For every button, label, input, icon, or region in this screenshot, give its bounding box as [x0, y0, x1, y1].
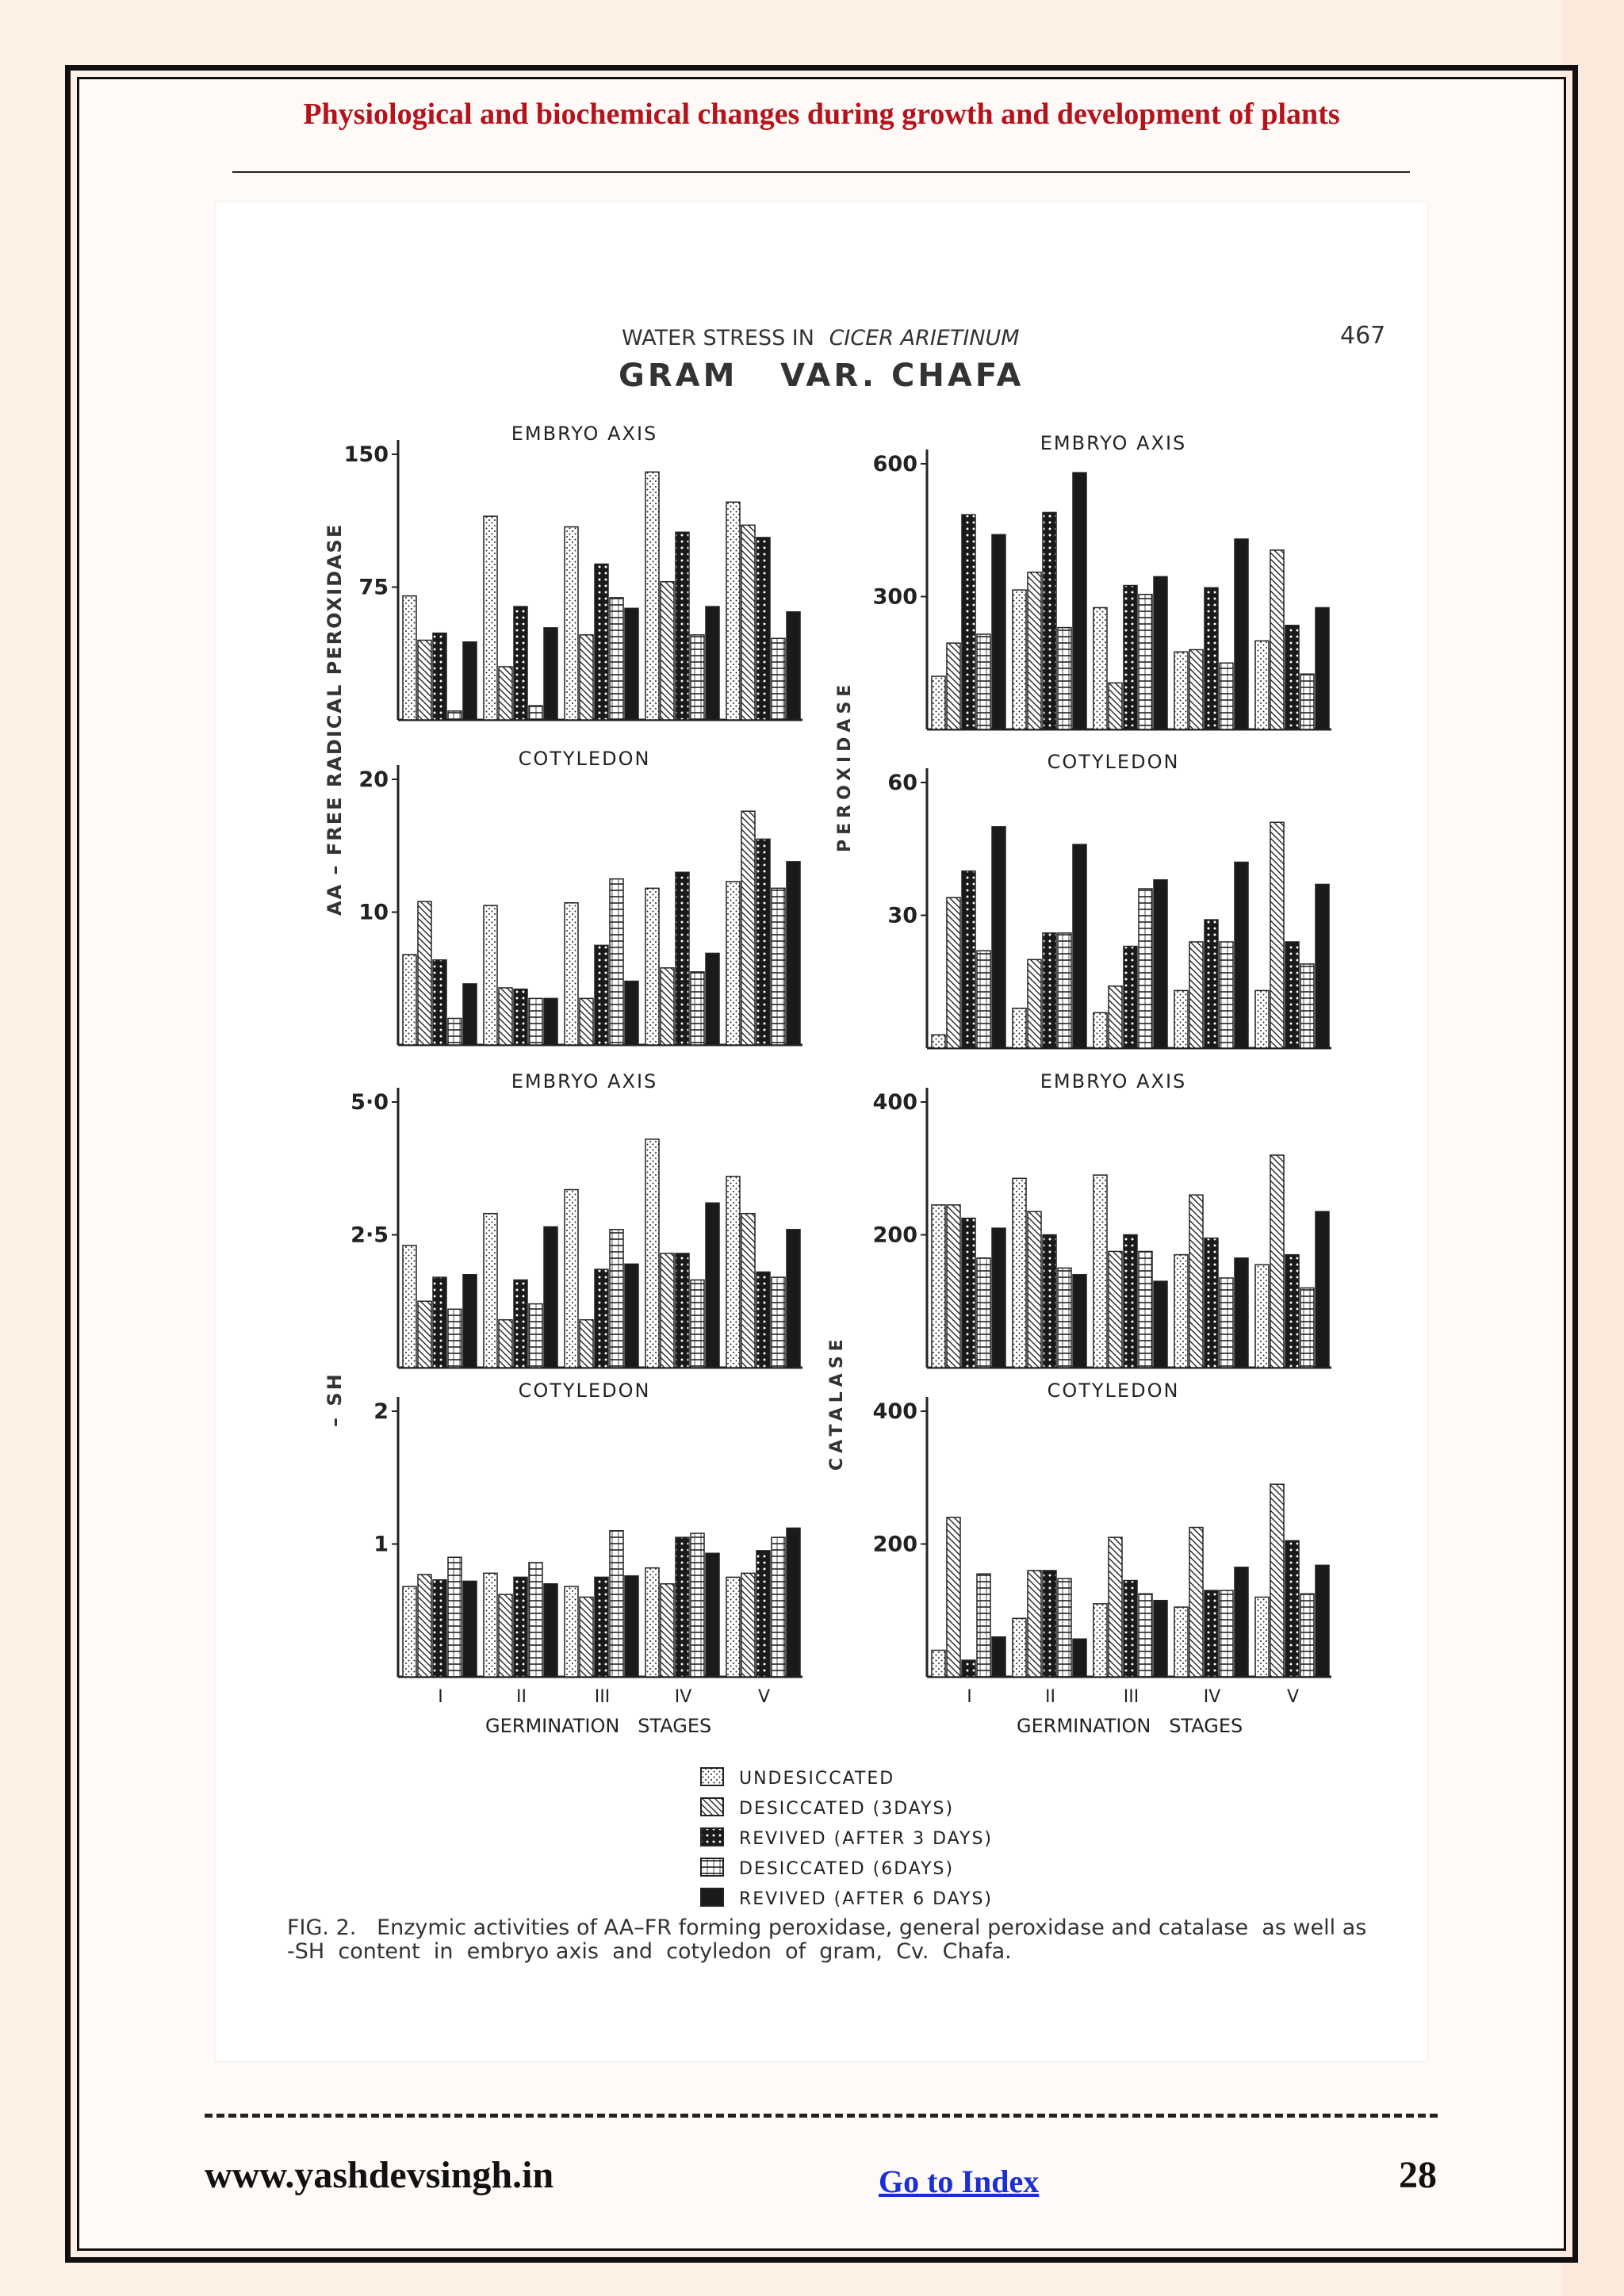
bar-desiccated-6days- [1220, 1590, 1233, 1677]
x-tick-label: V [757, 1687, 771, 1707]
chart-panel-5 [873, 1070, 1331, 1368]
bar-undesiccated [484, 1214, 497, 1368]
legend-label: REVIVED (AFTER 3 DAYS) [739, 1829, 993, 1849]
bar-revived-after-3-days- [1285, 942, 1299, 1048]
bar-revived-after-6-days- [787, 1528, 800, 1677]
y-tick-label: 60 [887, 771, 917, 795]
bar-undesiccated [1094, 1604, 1107, 1677]
bar-desiccated-3days- [580, 1320, 593, 1368]
bar-revived-after-6-days- [1316, 1211, 1329, 1368]
bar-desiccated-3days- [1109, 1537, 1122, 1677]
chart-panel-0 [344, 423, 802, 720]
bar-revived-after-3-days- [1205, 1590, 1218, 1677]
bar-desiccated-3days- [499, 1594, 512, 1677]
bar-desiccated-6days- [772, 1277, 785, 1368]
bar-revived-after-6-days- [625, 608, 638, 720]
xlabel-left: GERMINATION STAGES [485, 1715, 712, 1737]
bar-revived-after-3-days- [962, 1219, 975, 1368]
bar-revived-after-3-days- [756, 1272, 770, 1368]
bar-desiccated-6days- [691, 1533, 704, 1677]
bar-revived-after-3-days- [1124, 586, 1137, 729]
bar-revived-after-3-days- [1205, 587, 1218, 729]
bar-undesiccated [1174, 990, 1188, 1048]
bar-revived-after-6-days- [1235, 863, 1248, 1049]
bar-desiccated-3days- [580, 1598, 593, 1678]
y-tick-label: 30 [887, 903, 917, 928]
bar-desiccated-3days- [1028, 1211, 1041, 1368]
bar-desiccated-3days- [1189, 1195, 1203, 1368]
bar-revived-after-3-days- [962, 1660, 975, 1677]
bar-revived-after-3-days- [514, 607, 527, 720]
bar-desiccated-6days- [1220, 1278, 1233, 1368]
bar-desiccated-6days- [1058, 933, 1071, 1048]
bar-revived-after-6-days- [544, 1226, 557, 1368]
bar-desiccated-6days- [448, 1557, 462, 1677]
x-tick-label: II [1045, 1687, 1055, 1707]
legend-label: DESICCATED (3DAYS) [739, 1799, 955, 1819]
bar-revived-after-3-days- [595, 1269, 608, 1368]
bar-revived-after-6-days- [706, 1203, 719, 1368]
bar-revived-after-3-days- [1043, 1235, 1056, 1368]
bar-revived-after-6-days- [1073, 1639, 1086, 1677]
bar-undesiccated [403, 1246, 416, 1368]
bar-revived-after-6-days- [1154, 1601, 1167, 1677]
legend-swatch [701, 1828, 723, 1846]
bar-desiccated-3days- [580, 998, 593, 1045]
bar-desiccated-3days- [661, 582, 674, 720]
bar-desiccated-6days- [1139, 1594, 1152, 1677]
bar-desiccated-6days- [977, 634, 990, 729]
page-header-title: Physiological and biochemical changes during growth and development of plants [303, 98, 1340, 131]
bar-revived-after-6-days- [706, 953, 719, 1045]
bar-desiccated-6days- [1139, 595, 1152, 729]
bar-revived-after-3-days- [756, 1551, 770, 1677]
panel-title: COTYLEDON [518, 748, 651, 770]
bar-revived-after-3-days- [1043, 512, 1056, 729]
bar-desiccated-6days- [977, 1258, 990, 1368]
bar-revived-after-3-days- [514, 1280, 527, 1368]
bar-desiccated-6days- [772, 1537, 785, 1677]
bar-desiccated-3days- [741, 1573, 755, 1677]
y-tick-label: 300 [872, 584, 917, 610]
bar-desiccated-6days- [1300, 674, 1314, 729]
bar-desiccated-6days- [529, 706, 542, 720]
bar-revived-after-6-days- [544, 998, 557, 1045]
footer-website: www.yashdevsingh.in [205, 2154, 554, 2196]
chart-panel-1 [873, 432, 1331, 729]
bar-revived-after-6-days- [1154, 880, 1167, 1048]
x-tick-label: I [438, 1687, 443, 1707]
bar-undesiccated [565, 1586, 578, 1677]
figure-title: GRAM VAR. CHAFA [619, 358, 1025, 394]
bar-revived-after-3-days- [1043, 933, 1056, 1048]
panel-title: EMBRYO AXIS [511, 423, 658, 445]
legend-swatch [701, 1768, 723, 1785]
bar-revived-after-3-days- [514, 989, 527, 1045]
bar-desiccated-6days- [1300, 1288, 1314, 1368]
bar-desiccated-3days- [1109, 683, 1122, 729]
bar-undesiccated [1255, 1598, 1269, 1678]
bar-desiccated-6days- [448, 1019, 462, 1046]
bar-desiccated-6days- [448, 711, 462, 720]
chart-panels [344, 423, 1331, 1707]
ylabel-catalase: CATALASE [827, 1334, 847, 1471]
bar-desiccated-6days- [448, 1309, 462, 1368]
legend-swatch [701, 1858, 723, 1876]
bar-revived-after-6-days- [625, 1576, 638, 1677]
bar-revived-after-3-days- [595, 564, 608, 720]
y-tick-label: 75 [358, 575, 389, 600]
bar-revived-after-3-days- [756, 839, 770, 1045]
y-tick-label: 10 [358, 900, 389, 925]
bar-desiccated-3days- [1109, 1251, 1122, 1368]
bar-revived-after-6-days- [625, 1264, 638, 1368]
bar-revived-after-3-days- [1285, 626, 1299, 729]
bar-revived-after-6-days- [706, 1553, 719, 1677]
header-divider [232, 171, 1410, 173]
bar-revived-after-3-days- [676, 1253, 689, 1368]
footer-page-number: 28 [1399, 2154, 1437, 2196]
legend-label: DESICCATED (6DAYS) [739, 1859, 955, 1879]
bar-undesiccated [565, 903, 578, 1045]
bar-revived-after-6-days- [706, 607, 719, 720]
bar-desiccated-3days- [580, 635, 593, 720]
bar-revived-after-3-days- [1205, 1238, 1218, 1368]
chart-panel-6 [373, 1380, 802, 1707]
bar-revived-after-6-days- [1154, 1281, 1167, 1368]
xlabel-right: GERMINATION STAGES [1017, 1715, 1243, 1737]
bar-revived-after-6-days- [625, 982, 638, 1045]
bar-undesiccated [1255, 990, 1269, 1048]
panel-title: COTYLEDON [1047, 1380, 1180, 1402]
y-tick-label: 200 [872, 1223, 917, 1248]
bar-desiccated-3days- [661, 1253, 674, 1368]
bar-revived-after-3-days- [756, 538, 770, 720]
bar-desiccated-3days- [661, 1584, 674, 1677]
y-tick-label: 200 [872, 1532, 917, 1557]
bar-desiccated-6days- [1220, 942, 1233, 1048]
y-tick-label: 2 [373, 1399, 389, 1424]
bar-revived-after-6-days- [1316, 884, 1329, 1048]
chart-panel-7 [873, 1380, 1331, 1707]
bar-revived-after-6-days- [787, 612, 800, 720]
bar-revived-after-6-days- [1235, 539, 1248, 729]
bar-revived-after-6-days- [1235, 1258, 1248, 1368]
bar-undesiccated [403, 955, 416, 1045]
bar-desiccated-3days- [947, 1205, 960, 1368]
bar-desiccated-6days- [691, 635, 704, 720]
bar-desiccated-6days- [1058, 1268, 1071, 1368]
bar-undesiccated [726, 502, 740, 720]
chart-panel-3 [887, 751, 1331, 1048]
bar-revived-after-6-days- [463, 642, 477, 720]
bar-desiccated-6days- [772, 888, 785, 1045]
bar-undesiccated [726, 1177, 740, 1368]
bar-desiccated-6days- [977, 951, 990, 1048]
bar-revived-after-3-days- [962, 871, 975, 1048]
bar-undesiccated [645, 472, 659, 720]
footer-divider [205, 2114, 1438, 2118]
running-page-number: 467 [1340, 322, 1386, 350]
bar-revived-after-6-days- [1073, 1275, 1086, 1368]
bar-undesiccated [932, 1205, 945, 1368]
bar-desiccated-6days- [1058, 1578, 1071, 1677]
bar-undesiccated [1094, 1012, 1107, 1048]
bar-undesiccated [645, 1139, 659, 1368]
bar-desiccated-6days- [610, 1531, 623, 1677]
bar-desiccated-6days- [1300, 964, 1314, 1048]
bar-revived-after-3-days- [514, 1577, 527, 1677]
bar-revived-after-6-days- [463, 1581, 477, 1677]
x-tick-label: III [594, 1687, 611, 1707]
bar-desiccated-3days- [1189, 650, 1203, 730]
bar-revived-after-3-days- [1205, 920, 1218, 1048]
bar-revived-after-6-days- [463, 984, 477, 1045]
legend-label: UNDESICCATED [739, 1769, 895, 1789]
ylabel-sh: – SH [324, 1372, 346, 1427]
bar-revived-after-6-days- [1154, 576, 1167, 729]
bar-revived-after-3-days- [676, 872, 689, 1045]
bar-undesiccated [1174, 1255, 1188, 1368]
scanned-figure [216, 202, 1427, 2061]
bar-desiccated-3days- [1270, 1484, 1284, 1677]
bar-revived-after-6-days- [992, 534, 1005, 729]
bar-desiccated-3days- [1270, 822, 1284, 1048]
panel-title: COTYLEDON [518, 1380, 651, 1402]
bar-undesiccated [726, 1577, 740, 1677]
bar-undesiccated [1013, 1618, 1026, 1677]
bar-desiccated-6days- [1300, 1594, 1314, 1677]
figure-svg [216, 202, 1427, 2061]
bar-desiccated-6days- [977, 1574, 990, 1677]
bar-undesiccated [484, 1573, 497, 1677]
bar-desiccated-3days- [1270, 1155, 1284, 1368]
bar-desiccated-3days- [947, 897, 960, 1048]
bar-undesiccated [932, 676, 945, 729]
bar-revived-after-6-days- [544, 628, 557, 720]
bar-undesiccated [1013, 590, 1026, 729]
bar-desiccated-6days- [1139, 1251, 1152, 1368]
x-tick-label: I [967, 1687, 972, 1707]
bar-desiccated-3days- [947, 1517, 960, 1677]
bar-revived-after-3-days- [433, 960, 446, 1045]
bar-undesiccated [484, 516, 497, 720]
bar-undesiccated [932, 1035, 945, 1048]
bar-desiccated-3days- [499, 667, 512, 720]
bar-undesiccated [645, 1568, 659, 1677]
bar-desiccated-3days- [1270, 550, 1284, 729]
bar-undesiccated [1013, 1008, 1026, 1048]
bar-revived-after-6-days- [1073, 473, 1086, 729]
bar-revived-after-3-days- [1124, 1581, 1137, 1677]
bar-desiccated-6days- [1139, 889, 1152, 1048]
bar-desiccated-3days- [499, 1320, 512, 1368]
bar-revived-after-6-days- [787, 1230, 800, 1368]
bar-revived-after-6-days- [1316, 1565, 1329, 1677]
bar-undesiccated [1255, 641, 1269, 729]
y-tick-label: 1 [373, 1532, 389, 1557]
bar-undesiccated [932, 1651, 945, 1678]
bar-desiccated-6days- [529, 1563, 542, 1677]
bar-desiccated-6days- [691, 972, 704, 1045]
figure-legend [701, 1768, 993, 1909]
bar-undesiccated [1013, 1178, 1026, 1368]
bar-revived-after-6-days- [1235, 1567, 1248, 1677]
bar-undesiccated [565, 1190, 578, 1368]
bar-desiccated-6days- [1058, 628, 1071, 729]
panel-title: COTYLEDON [1047, 751, 1180, 773]
bar-revived-after-3-days- [1124, 947, 1137, 1048]
bar-desiccated-6days- [610, 598, 623, 720]
bar-desiccated-6days- [610, 879, 623, 1045]
bar-desiccated-3days- [418, 641, 431, 721]
bar-revived-after-3-days- [1285, 1255, 1299, 1368]
bar-desiccated-3days- [418, 1301, 431, 1368]
bar-desiccated-3days- [499, 988, 512, 1045]
bar-desiccated-6days- [529, 998, 542, 1045]
ylabel-peroxidase: PEROXIDASE [835, 679, 855, 852]
bar-desiccated-3days- [947, 643, 960, 729]
x-tick-label: IV [1203, 1687, 1221, 1707]
caption-line-1: FIG. 2. Enzymic activities of AA–FR forming peroxidase, general peroxidase and catalase as well as [287, 1915, 1367, 1940]
bar-desiccated-3days- [741, 525, 755, 720]
y-tick-label: 150 [343, 442, 389, 467]
y-tick-label: 20 [358, 767, 389, 792]
bar-revived-after-3-days- [433, 633, 446, 720]
bar-desiccated-3days- [418, 901, 431, 1045]
bar-undesiccated [403, 596, 416, 720]
bar-desiccated-6days- [691, 1280, 704, 1368]
bar-undesiccated [484, 905, 497, 1045]
bar-revived-after-3-days- [962, 515, 975, 729]
bar-revived-after-3-days- [676, 532, 689, 720]
bar-desiccated-3days- [418, 1575, 431, 1677]
bar-revived-after-3-days- [1285, 1540, 1299, 1677]
y-tick-label: 400 [872, 1090, 917, 1115]
legend-label: REVIVED (AFTER 6 DAYS) [739, 1889, 993, 1909]
bar-desiccated-3days- [741, 1214, 755, 1368]
bar-revived-after-6-days- [992, 1228, 1005, 1368]
bar-undesiccated [1255, 1265, 1269, 1368]
go-to-index-link[interactable]: Go to Index [879, 2164, 1040, 2199]
x-tick-label: IV [674, 1687, 692, 1707]
bar-revived-after-6-days- [463, 1275, 477, 1368]
y-tick-label: 600 [872, 452, 917, 476]
y-tick-label: 2·5 [350, 1223, 389, 1248]
bar-undesiccated [403, 1586, 416, 1677]
bar-revived-after-6-days- [992, 827, 1005, 1048]
bar-revived-after-3-days- [433, 1580, 446, 1677]
bar-revived-after-3-days- [1124, 1235, 1137, 1368]
bar-revived-after-6-days- [992, 1637, 1005, 1677]
legend-swatch [701, 1888, 723, 1906]
bar-desiccated-3days- [661, 968, 674, 1045]
bar-undesiccated [565, 527, 578, 720]
bar-undesiccated [1094, 607, 1107, 729]
bar-desiccated-3days- [1028, 959, 1041, 1048]
bar-desiccated-6days- [610, 1230, 623, 1368]
bar-revived-after-3-days- [1043, 1571, 1056, 1677]
bar-desiccated-3days- [1189, 942, 1203, 1048]
panel-title: EMBRYO AXIS [1040, 432, 1187, 454]
x-tick-label: III [1123, 1687, 1139, 1707]
bar-revived-after-6-days- [1073, 844, 1086, 1048]
bar-desiccated-3days- [1028, 572, 1041, 729]
bar-revived-after-3-days- [595, 945, 608, 1045]
bar-revived-after-6-days- [544, 1584, 557, 1677]
caption-line-2: -SH content in embryo axis and cotyledon of gram, Cv. Chafa. [287, 1939, 1012, 1964]
bar-revived-after-6-days- [787, 862, 800, 1045]
bar-revived-after-3-days- [676, 1537, 689, 1677]
bar-desiccated-3days- [1109, 986, 1122, 1048]
bar-desiccated-3days- [741, 811, 755, 1045]
y-tick-label: 400 [872, 1399, 917, 1424]
bar-revived-after-6-days- [1316, 607, 1329, 729]
x-tick-label: II [516, 1687, 527, 1707]
running-head: WATER STRESS IN CICER ARIETINUM [622, 326, 1020, 350]
bar-desiccated-3days- [1028, 1571, 1041, 1677]
chart-panel-2 [358, 748, 802, 1045]
y-tick-label: 5·0 [350, 1090, 389, 1115]
x-tick-label: V [1286, 1687, 1300, 1707]
chart-panel-4 [350, 1070, 802, 1368]
bar-undesiccated [645, 888, 659, 1045]
panel-title: EMBRYO AXIS [1040, 1070, 1187, 1093]
panel-title: EMBRYO AXIS [511, 1070, 658, 1093]
bar-desiccated-6days- [772, 638, 785, 720]
bar-undesiccated [1094, 1175, 1107, 1368]
bar-undesiccated [726, 882, 740, 1045]
bar-revived-after-3-days- [433, 1277, 446, 1368]
bar-undesiccated [1174, 1607, 1188, 1677]
bar-revived-after-3-days- [595, 1577, 608, 1677]
legend-swatch [701, 1798, 723, 1816]
bar-undesiccated [1174, 652, 1188, 729]
bar-desiccated-6days- [529, 1304, 542, 1368]
bar-desiccated-3days- [1189, 1528, 1203, 1677]
ylabel-aa-peroxidase: AA – FREE RADICAL PEROXIDASE [324, 522, 346, 916]
bar-desiccated-6days- [1220, 663, 1233, 729]
